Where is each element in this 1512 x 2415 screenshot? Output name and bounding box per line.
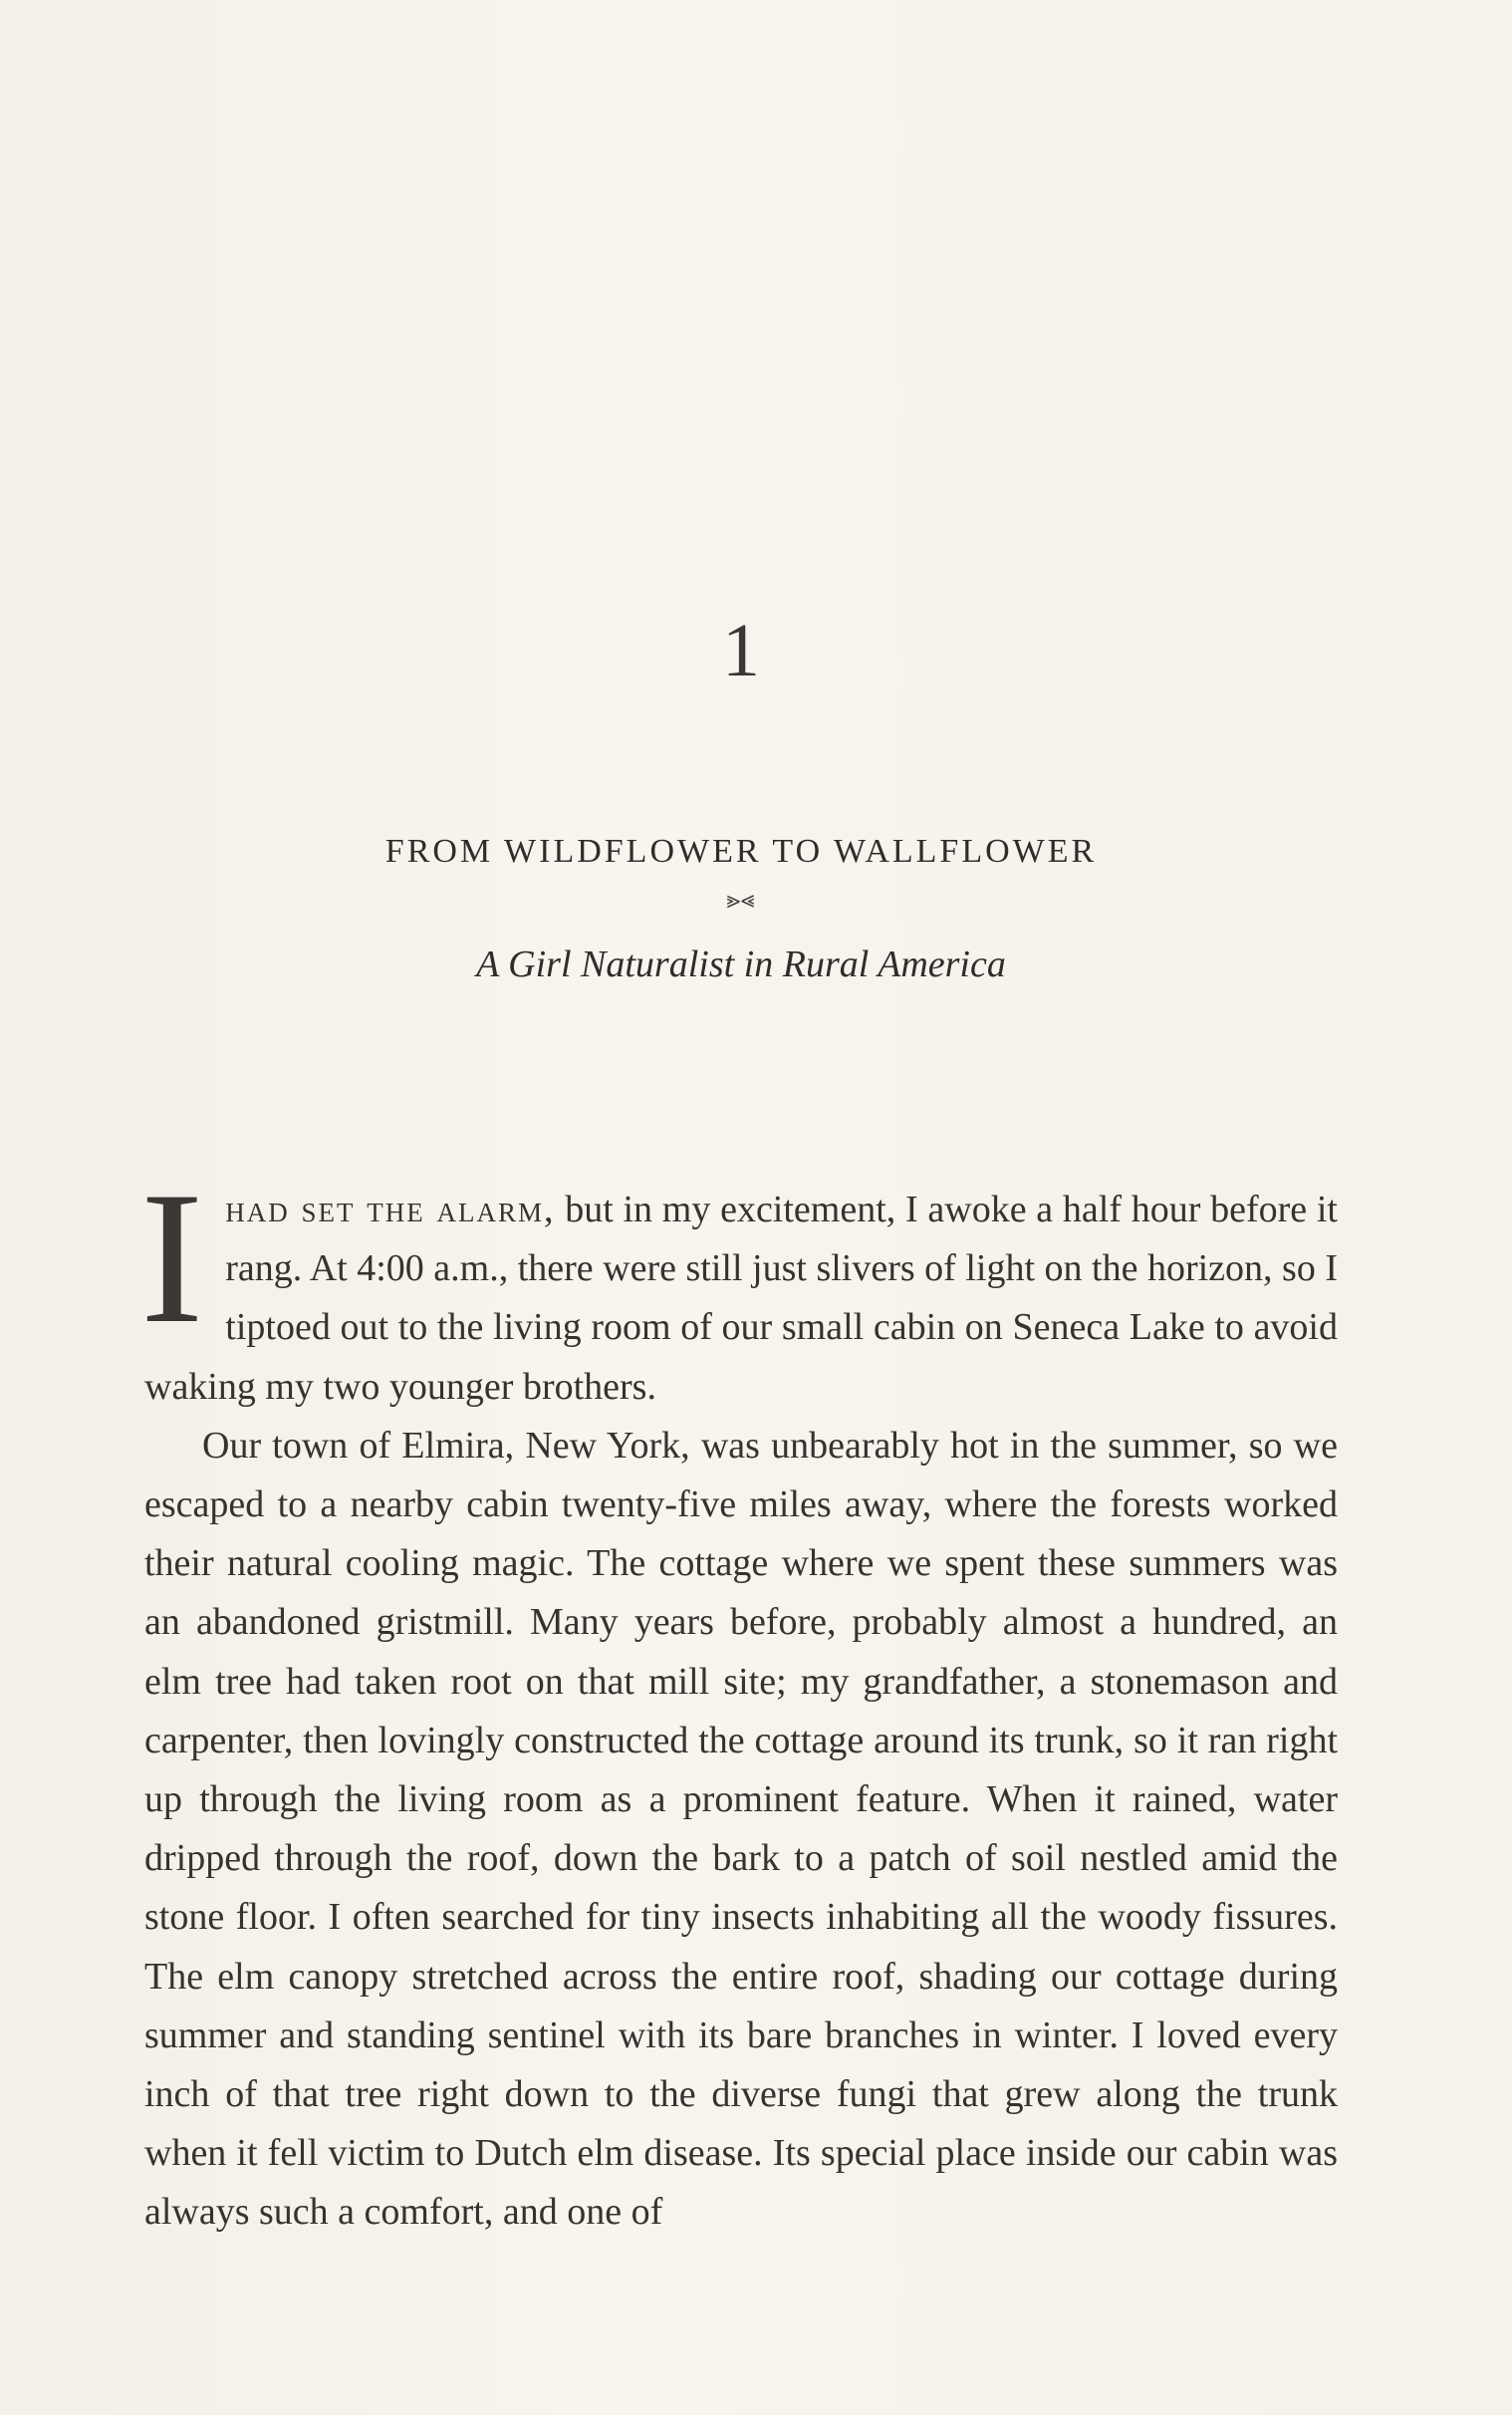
body-text bbox=[140, 1154, 1338, 2243]
lead-in-small-caps: had set the alarm, bbox=[225, 1189, 556, 1230]
first-paragraph-text: but in my excitement, I awoke a half hour before it rang. At 4:00 a.m., there were still just slivers of light on the horizon, so I tiptoed out to the living room of our small cabin on Seneca Lake to avoid waking my two younger brothers. bbox=[144, 1189, 1338, 1408]
second-paragraph: Our town of Elmira, New York, was unbearably hot in the summer, so we escaped to a nearby cabin twenty-five miles away, where the forests worked their natural cooling magic. The cottage where we spent these summers was an abandoned gristmill. Many years before, probably almost a hundred, an elm tree had taken root on that mill site; my grandfather, a stonemason and carpenter, then lovingly constructed the cottage around its trunk, so it ran right up through the living room as a prominent feature. When it rained, water dripped through the roof, down the bark to a patch of soil nestled amid the stone floor. I often searched for tiny insects inhabiting all the woody fissures. The elm canopy stretched across the entire roof, shading our cottage during summer and standing sentinel with its bare branches in winter. I loved every inch of that tree right down to the diverse fungi that grew along the trunk when it fell victim to Dutch elm disease. Its special place inside our cabin was always such a comfort, and one of bbox=[144, 1424, 1338, 2234]
chapter-title: FROM WILDFLOWER TO WALLFLOWER bbox=[384, 833, 1098, 870]
first-paragraph bbox=[140, 1154, 1338, 1417]
chapter-number: 1 bbox=[722, 609, 760, 692]
ornament-icon: ⪢⪡ bbox=[726, 886, 756, 914]
chapter-subtitle: A Girl Naturalist in Rural America bbox=[476, 943, 1006, 985]
drop-cap: I bbox=[140, 1154, 204, 1363]
